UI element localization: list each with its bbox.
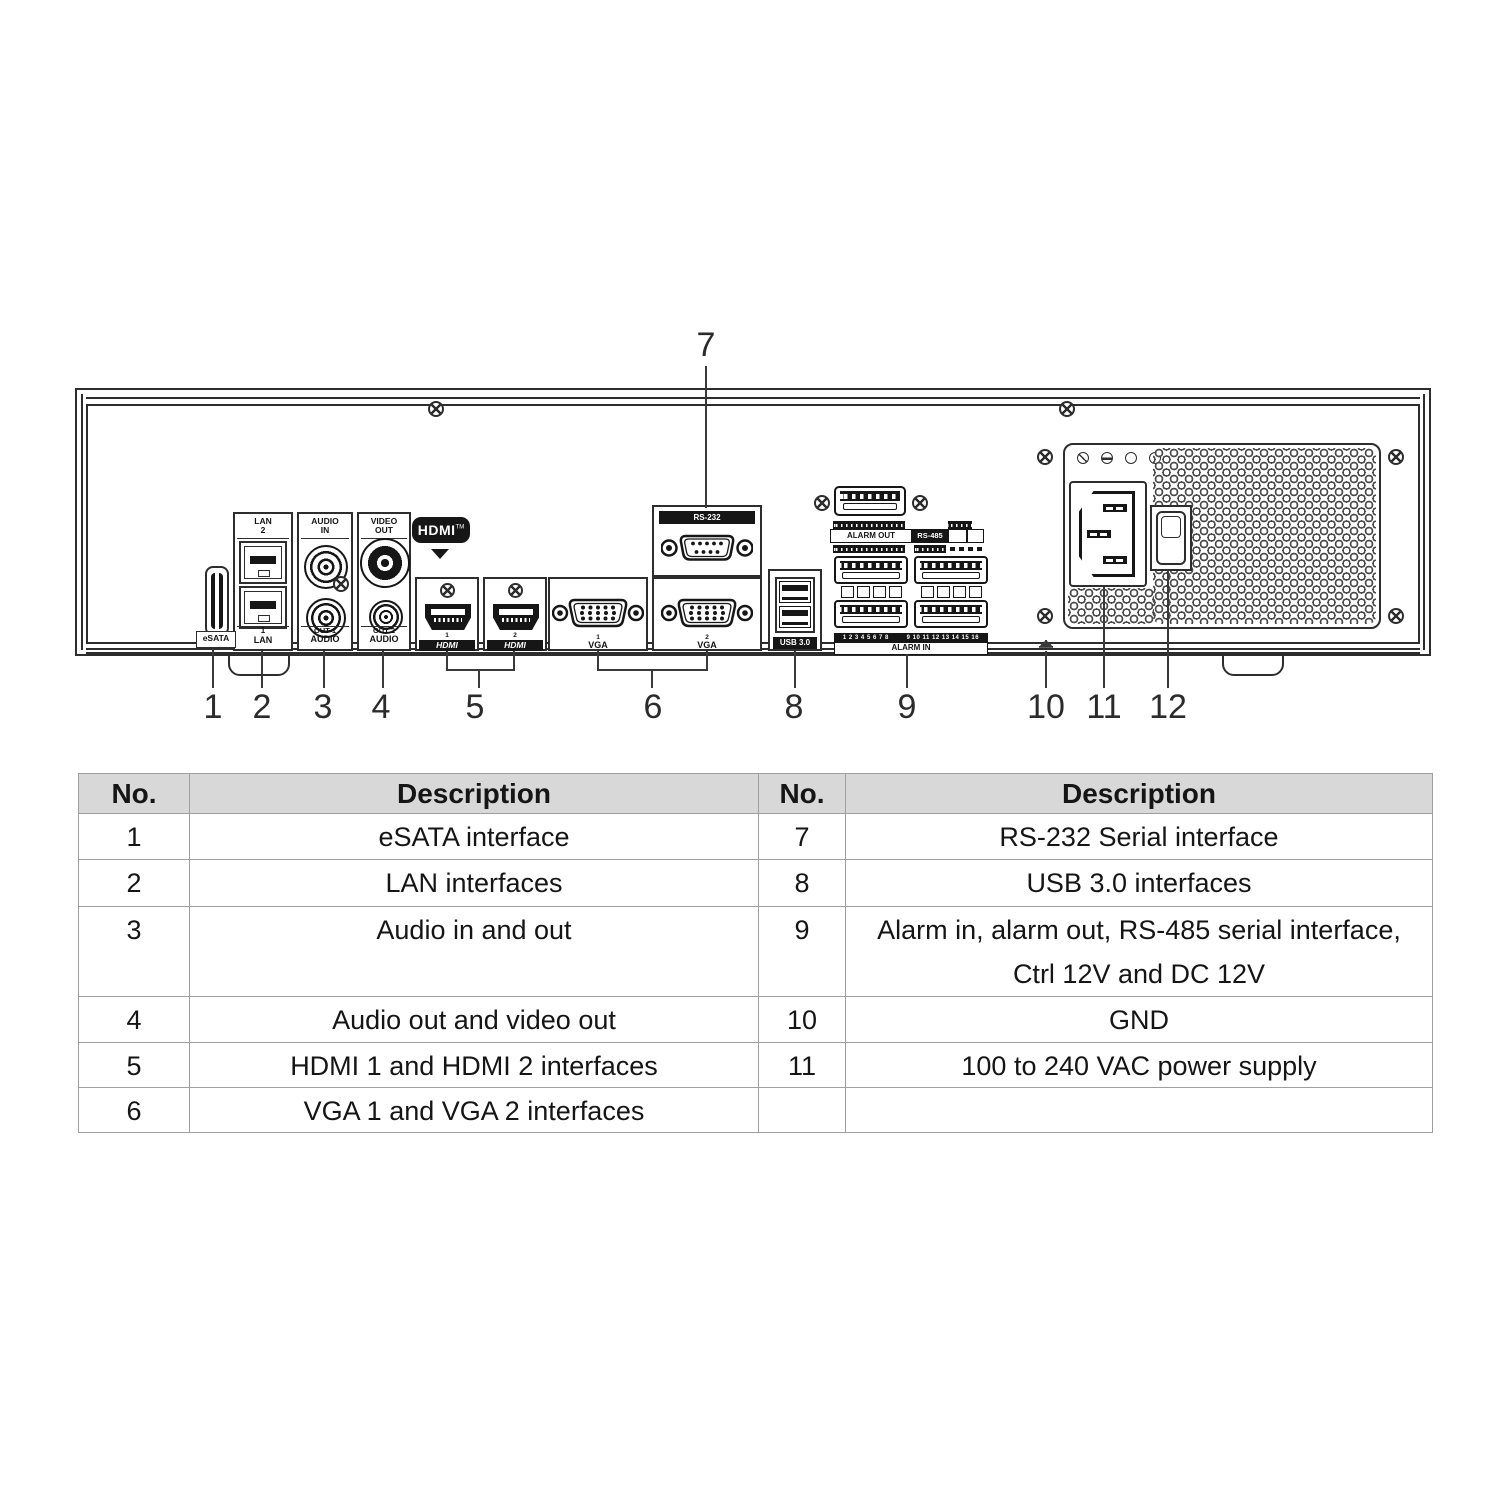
hdmi1-number: 1	[445, 632, 449, 639]
lan-top-number: 2	[260, 525, 266, 536]
callout-3-line	[323, 651, 325, 688]
cell-desc-line2: Ctrl 12V and DC 12V	[1012, 959, 1266, 989]
screw-icon	[912, 495, 928, 511]
screw-icon	[814, 495, 830, 511]
cell-desc: HDMI 1 and HDMI 2 interfaces	[190, 1043, 759, 1088]
rs232-panel	[652, 505, 762, 577]
callout-2: 2	[252, 688, 272, 726]
col-header-no-right: No.	[759, 774, 846, 814]
video-bottom-label-box	[361, 626, 407, 647]
power-switch	[1150, 505, 1192, 571]
screw-icon	[440, 583, 455, 598]
terminal-pin-marks-strip	[833, 545, 905, 553]
hdmi2-label: HDMI	[487, 640, 543, 651]
table-row	[79, 907, 1433, 997]
rj45-port-1	[239, 586, 287, 629]
cell-no: 1	[79, 814, 190, 860]
callout-7: 7	[696, 326, 716, 364]
callout-9-line	[906, 654, 908, 688]
vga2-number: 2	[705, 634, 709, 641]
cell-no: 4	[79, 997, 190, 1043]
usb-port	[779, 581, 811, 603]
video-out-bnc-jack	[360, 538, 410, 588]
audio-top-sub: IN	[320, 525, 330, 536]
usb-panel	[768, 569, 822, 651]
chassis-foot-left	[228, 654, 290, 676]
rj45-contacts	[250, 601, 276, 609]
cell-no: 11	[759, 1043, 846, 1088]
chassis-foot-right	[1222, 654, 1284, 676]
usb-port-block	[775, 577, 815, 633]
callout-8-line	[794, 651, 796, 688]
table-row	[79, 814, 1433, 860]
video-top-label: VIDEO	[370, 516, 398, 526]
callout-3: 3	[313, 688, 333, 726]
usb-label: USB 3.0	[773, 637, 817, 649]
vga-connector	[552, 593, 644, 633]
callout-5-bracket	[446, 651, 448, 670]
callout-5: 5	[465, 688, 485, 726]
rj45-tab	[258, 615, 270, 622]
rj45-contacts	[250, 556, 276, 564]
video-top-sub: OUT	[375, 525, 393, 536]
rs232-label: RS-232	[659, 511, 755, 524]
rj45-port-2	[239, 541, 287, 584]
video-panel	[357, 512, 411, 651]
screw-icon	[1037, 608, 1053, 624]
alarm-in-terminal-block-right	[914, 556, 988, 632]
cell-no: 2	[79, 860, 190, 907]
lan-bottom-label: LAN	[253, 634, 273, 645]
lan-bottom-label-box	[237, 626, 289, 647]
callout-10-line	[1045, 651, 1047, 688]
col-header-desc-left: Description	[190, 774, 759, 814]
callout-12-line	[1167, 570, 1169, 688]
hdmi1-panel	[415, 577, 479, 651]
video-bottom-label: AUDIO	[369, 634, 399, 645]
callout-4: 4	[371, 688, 391, 726]
cell-no	[759, 1088, 846, 1133]
alarm-in-numbers-left: 1 2 3 4 5 6 7 8	[842, 634, 889, 641]
screw-icon	[508, 583, 523, 598]
audio-bottom-label: AUDIO	[310, 634, 340, 645]
port-description-table	[78, 773, 1433, 1133]
callout-5-line	[478, 669, 480, 688]
cell-desc	[846, 1088, 1433, 1133]
esata-port	[205, 566, 229, 636]
screw-icon	[1388, 449, 1404, 465]
alarm-in-label-box	[834, 642, 988, 655]
alarm-in-label: ALARM IN	[891, 643, 931, 652]
alarm-in-numbers-right: 9 10 11 12 13 14 15 16	[906, 634, 980, 641]
callout-6-bracket	[706, 651, 708, 670]
cell-desc: GND	[846, 997, 1433, 1043]
callout-1-line	[212, 649, 214, 688]
table-row	[79, 860, 1433, 907]
lan-top-label-box	[237, 516, 289, 539]
hdmi-logo	[412, 517, 470, 543]
terminal-pin-marks-strip	[948, 521, 972, 529]
cell-desc	[846, 907, 1433, 997]
hdmi1-label: HDMI	[419, 640, 475, 651]
cell-no: 5	[79, 1043, 190, 1088]
fuse-symbol-icon	[1077, 452, 1089, 464]
psu-plate	[1063, 443, 1381, 629]
callout-7-line	[705, 366, 707, 508]
terminal-pin-marks-strip	[914, 545, 946, 553]
rs485-label: RS-485	[912, 529, 948, 543]
table-header-row	[79, 774, 1433, 814]
callout-2-line	[261, 651, 263, 688]
callout-12: 12	[1149, 688, 1187, 726]
screw-icon	[1059, 401, 1075, 417]
polarity-dashes	[950, 547, 986, 551]
power-inlet-mount	[1069, 481, 1147, 587]
hdmi-receptacle	[425, 604, 471, 630]
chassis-top-rim-line	[86, 397, 1420, 399]
callout-4-line	[382, 651, 384, 688]
rs232-db9-connector	[661, 529, 753, 567]
cell-no: 9	[759, 907, 846, 997]
vga1-number: 1	[596, 634, 600, 641]
gnd-ground-icon	[1038, 634, 1054, 650]
vga2-label: VGA	[697, 640, 717, 650]
callout-10: 10	[1027, 688, 1065, 726]
chassis-left-bevel-line	[81, 394, 83, 650]
alarm-out-label: ALARM OUT	[847, 531, 895, 540]
esata-label-box	[196, 631, 236, 648]
rj45-tab	[258, 570, 270, 577]
ventilation-grille	[1068, 588, 1154, 624]
esata-label: eSATA	[202, 633, 230, 643]
callout-6: 6	[643, 688, 663, 726]
power-inlet-c14	[1079, 491, 1135, 577]
screw-icon	[333, 576, 349, 592]
lan-bottom-number: 1	[260, 626, 266, 635]
vga1-label: VGA	[588, 640, 608, 650]
chassis-bottom-rim-line-2	[86, 652, 1420, 654]
callout-1: 1	[203, 688, 223, 726]
table-row	[79, 1043, 1433, 1088]
cell-desc: LAN interfaces	[190, 860, 759, 907]
rj45-inner	[244, 591, 282, 624]
cell-desc: 100 to 240 VAC power supply	[846, 1043, 1433, 1088]
audio-bottom-sub: OUT 1	[313, 626, 337, 635]
audio-top-label-box	[301, 516, 349, 539]
callout-5-bracket	[446, 669, 515, 671]
terminal-pin-marks-strip	[833, 521, 905, 529]
esata-connector-slot	[211, 573, 223, 629]
callout-8: 8	[784, 688, 804, 726]
callout-6-bracket	[597, 651, 599, 670]
hdmi2-number: 2	[513, 632, 517, 639]
vga2-panel	[652, 577, 762, 651]
usb-port	[779, 606, 811, 628]
cell-no: 6	[79, 1088, 190, 1133]
video-bottom-sub: OUT 2	[372, 626, 396, 635]
audio-bottom-label-box	[301, 626, 349, 647]
lan-panel	[233, 512, 293, 651]
alarm-in-terminal-block-left	[834, 556, 908, 632]
cell-desc: USB 3.0 interfaces	[846, 860, 1433, 907]
screw-icon	[428, 401, 444, 417]
fuse-symbol-icon	[1125, 452, 1137, 464]
cell-desc: eSATA interface	[190, 814, 759, 860]
vga1-panel	[548, 577, 648, 651]
screw-icon	[1037, 449, 1053, 465]
hdmi-receptacle	[493, 604, 539, 630]
screw-icon	[1388, 608, 1404, 624]
alarm-label-cluster	[830, 519, 992, 555]
ctrl-dc-label-box	[948, 529, 984, 543]
lan-top-label: LAN	[254, 516, 272, 526]
video-top-label-box	[361, 516, 407, 539]
cell-no: 7	[759, 814, 846, 860]
cell-desc: Audio out and video out	[190, 997, 759, 1043]
hdmi2-panel	[483, 577, 547, 651]
callout-9: 9	[897, 688, 917, 726]
alarm-in-numbers-strip	[834, 633, 988, 642]
cell-desc: Audio in and out	[190, 907, 759, 997]
callout-6-line	[651, 669, 653, 688]
alarm-out-terminal-block	[834, 486, 906, 516]
vga-connector	[661, 593, 753, 633]
chassis-right-bevel-line	[1423, 394, 1425, 650]
cell-no: 8	[759, 860, 846, 907]
cell-desc: RS-232 Serial interface	[846, 814, 1433, 860]
cell-no: 10	[759, 997, 846, 1043]
hdmi-logo-text: HDMI	[417, 522, 456, 538]
table-row	[79, 1088, 1433, 1133]
col-header-desc-right: Description	[846, 774, 1433, 814]
hdmi-logo-arrow-icon	[431, 549, 449, 559]
cell-desc-line1: Alarm in, alarm out, RS-485 serial interface,	[877, 915, 1401, 945]
table-row	[79, 997, 1433, 1043]
cell-no: 3	[79, 907, 190, 997]
callout-5-bracket	[513, 651, 515, 670]
callout-11-line	[1103, 586, 1105, 688]
callout-11: 11	[1086, 688, 1122, 726]
alarm-out-label-box	[830, 529, 912, 543]
audio-top-label: AUDIO	[311, 516, 339, 526]
col-header-no-left: No.	[79, 774, 190, 814]
fuse-symbol-icon	[1101, 452, 1113, 464]
rj45-inner	[244, 546, 282, 579]
cell-desc: VGA 1 and VGA 2 interfaces	[190, 1088, 759, 1133]
hdmi-logo-tm: TM	[455, 524, 465, 531]
